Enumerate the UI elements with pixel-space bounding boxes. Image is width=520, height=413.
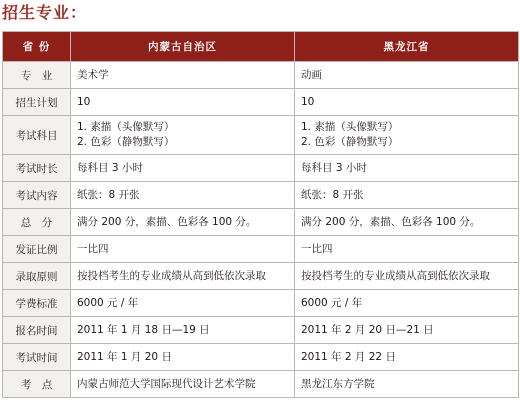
cell-inner-mongolia — [71, 89, 295, 116]
cell-heilongjiang — [295, 236, 519, 263]
cell-text: 每科目 3 小时 — [77, 161, 143, 174]
admissions-table — [2, 31, 519, 398]
cell-inner-mongolia — [71, 62, 295, 89]
header-heilongjiang: 黑龙江省 — [295, 32, 519, 62]
cell-heilongjiang — [295, 182, 519, 209]
cell-inner-mongolia — [71, 344, 295, 371]
row-label: 总 分 — [3, 209, 71, 236]
cell-text: 6000 元 / 年 — [77, 296, 139, 309]
cell-inner-mongolia — [71, 263, 295, 290]
table-row — [3, 317, 519, 344]
cell-heilongjiang — [295, 371, 519, 398]
cell-heilongjiang — [295, 317, 519, 344]
cell-inner-mongolia — [71, 236, 295, 263]
table-row — [3, 62, 519, 89]
cell-text: 每科目 3 小时 — [301, 161, 367, 174]
cell-text: 美术学 — [77, 68, 109, 81]
cell-heilongjiang — [295, 116, 519, 155]
row-label: 录取原则 — [3, 263, 71, 290]
cell-text: 动画 — [301, 68, 322, 81]
cell-inner-mongolia — [71, 290, 295, 317]
cell-text: 黑龙江东方学院 — [301, 377, 375, 390]
table-header-row — [3, 32, 519, 62]
cell-text: 一比四 — [301, 242, 333, 255]
cell-inner-mongolia — [71, 371, 295, 398]
cell-text: 2011 年 1 月 20 日 — [77, 350, 172, 363]
table-row — [3, 236, 519, 263]
table-row — [3, 116, 519, 155]
table-row — [3, 209, 519, 236]
row-label: 学费标准 — [3, 290, 71, 317]
cell-text: 2. 色彩（静物默写） — [77, 136, 175, 148]
cell-inner-mongolia — [71, 209, 295, 236]
cell-heilongjiang — [295, 290, 519, 317]
row-label: 专 业 — [3, 62, 71, 89]
row-label: 考试内容 — [3, 182, 71, 209]
header-inner-mongolia: 内蒙古自治区 — [71, 32, 295, 62]
row-label: 招生计划 — [3, 89, 71, 116]
table-row — [3, 182, 519, 209]
cell-text: 满分 200 分，素描、色彩各 100 分。 — [301, 215, 481, 228]
cell-text: 2. 色彩（静物默写） — [301, 136, 399, 148]
cell-text: 按投档考生的专业成绩从高到低依次录取 — [77, 269, 266, 282]
cell-text: 10 — [77, 95, 91, 108]
cell-text: 2011 年 2 月 20 日—21 日 — [301, 323, 434, 336]
cell-heilongjiang — [295, 344, 519, 371]
cell-text: 6000 元 / 年 — [301, 296, 363, 309]
page-title: 招生专业： — [2, 3, 88, 22]
cell-text: 2011 年 1 月 18 日—19 日 — [77, 323, 210, 336]
cell-text: 1. 素描（头像默写） — [77, 121, 175, 133]
cell-text: 10 — [301, 95, 315, 108]
row-label: 考试科目 — [3, 116, 71, 155]
cell-text: 满分 200 分，素描、色彩各 100 分。 — [77, 215, 257, 228]
header-province: 省 份 — [3, 32, 71, 62]
cell-inner-mongolia — [71, 317, 295, 344]
cell-text: 1. 素描（头像默写） — [301, 121, 399, 133]
table-row — [3, 89, 519, 116]
cell-heilongjiang — [295, 209, 519, 236]
table-row — [3, 263, 519, 290]
cell-inner-mongolia — [71, 155, 295, 182]
table-row — [3, 155, 519, 182]
row-label: 考试时长 — [3, 155, 71, 182]
cell-inner-mongolia — [71, 116, 295, 155]
cell-heilongjiang — [295, 263, 519, 290]
cell-heilongjiang — [295, 89, 519, 116]
cell-text: 2011 年 2 月 22 日 — [301, 350, 396, 363]
cell-text: 纸张：8 开张 — [301, 188, 364, 201]
cell-inner-mongolia — [71, 182, 295, 209]
cell-text: 一比四 — [77, 242, 109, 255]
cell-heilongjiang — [295, 155, 519, 182]
row-label: 考试时间 — [3, 344, 71, 371]
cell-text: 内蒙古师范大学国际现代设计艺术学院 — [77, 377, 256, 390]
cell-text: 纸张：8 开张 — [77, 188, 140, 201]
cell-text: 按投档考生的专业成绩从高到低依次录取 — [301, 269, 490, 282]
row-label: 报名时间 — [3, 317, 71, 344]
cell-heilongjiang — [295, 62, 519, 89]
row-label: 考 点 — [3, 371, 71, 398]
table-row — [3, 290, 519, 317]
table-row — [3, 344, 519, 371]
row-label: 发证比例 — [3, 236, 71, 263]
table-row — [3, 371, 519, 398]
